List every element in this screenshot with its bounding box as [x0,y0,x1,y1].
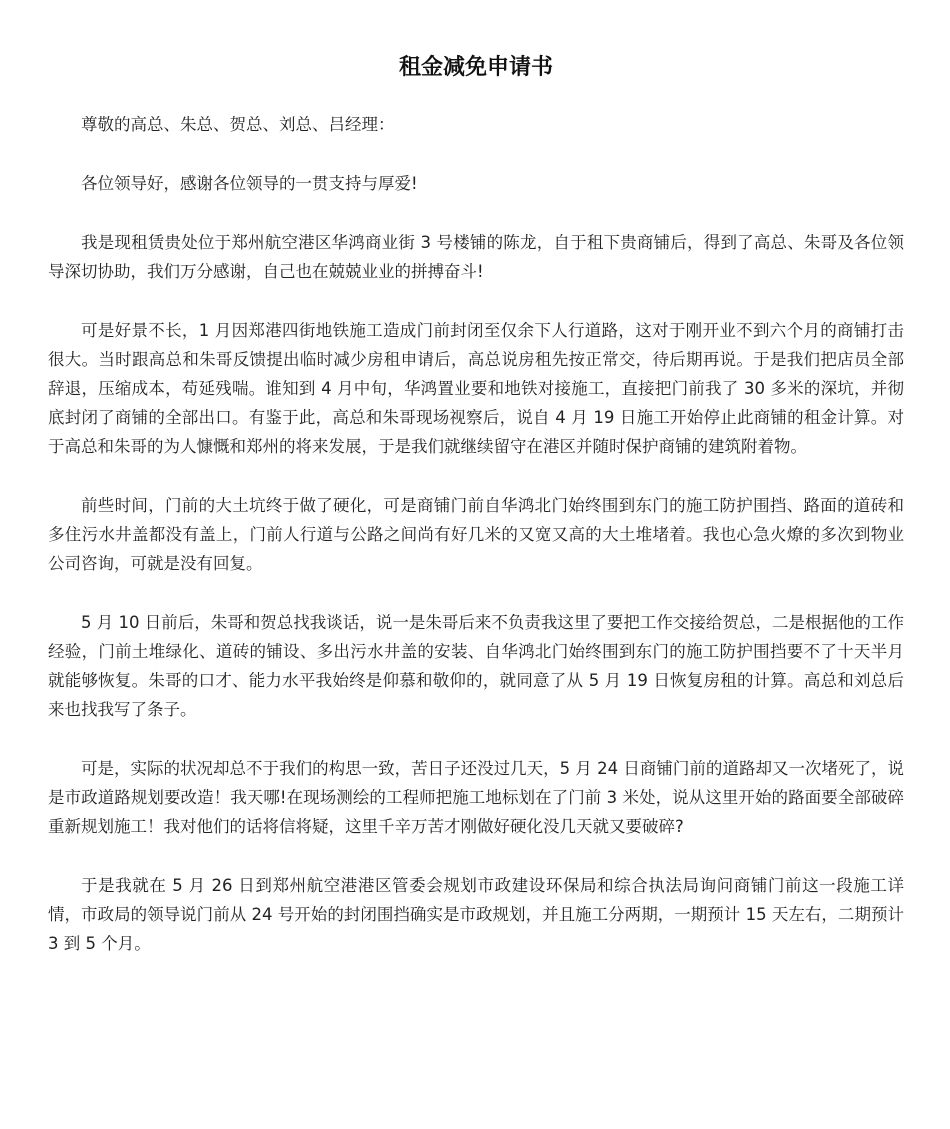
paragraph-introduction: 我是现租赁贵处位于郑州航空港区华鸿商业街 3 号楼铺的陈龙，自于租下贵商铺后，得到了高总、朱哥及各位领导深切协助，我们万分感谢，自己也在兢兢业业的拼搏奋斗! [48,233,904,281]
paragraph-greeting: 各位领导好，感谢各位领导的一贯支持与厚爱! [81,174,418,193]
paragraph-january-closure: 可是好景不长，1 月因郑港四街地铁施工造成门前封闭至仅余下人行道路，这对于刚开业不到六个月的商铺打击很大。当时跟高总和朱哥反馈提出临时减少房租申请后，高总说房租先按正常交，待后期再说。于是我们把店员全部辞退，压缩成本，苟延残喘。谁知到 4 月中旬，华鸿置业要和地铁对接施工，直接把门前我了 30 多米的深坑，并彻底封闭了商铺的全部出口。有鉴于此，高总和朱哥现场视察后，说自 4 月 19 日施工开始停止此商铺的租金计算。对于高总和朱哥的为人慷慨和郑州的将来发展，于是我们就继续留守在港区并随时保护商铺的建筑附着物。 [48,321,904,456]
paragraph-site-condition: 前些时间，门前的大土坑终于做了硬化，可是商铺门前自华鸿北门始终围到东门的施工防护围挡、路面的道砖和多住污水井盖都没有盖上，门前人行道与公路之间尚有好几米的又宽又高的大土堆堵着。我也心急火燎的多次到物业公司咨询，可就是没有回复。 [48,496,904,573]
document-title: 租金减免申请书 [398,55,553,80]
paragraph-inquiry-result: 于是我就在 5 月 26 日到郑州航空港港区管委会规划市政建设环保局和综合执法局询问商铺门前这一段施工详情，市政局的领导说门前从 24 号开始的封闭围挡确实是市政规划，并且施工分两期，一期预计 15 天左右，二期预计 3 到 5 个月。 [48,876,904,953]
paragraph-road-reconstruction: 可是，实际的状况却总不于我们的构思一致，苦日子还没过几天，5 月 24 日商铺门前的道路却又一次堵死了，说是市政道路规划要改造！我天哪!在现场测绘的工程师把施工地标划在了门前 3 米处，说从这里开始的路面要全部破碎重新规划施工！我对他们的话将信将疑，这里千辛万苦才刚做好硬化没几天就又要破碎? [48,759,904,836]
paragraph-may-agreement: 5 月 10 日前后，朱哥和贺总找我谈话，说一是朱哥后来不负责我这里了要把工作交接给贺总，二是根据他的工作经验，门前土堆绿化、道砖的铺设、多出污水井盖的安装、自华鸿北门始终围到东门的施工防护围挡要不了十天半月就能够恢复。朱哥的口才、能力水平我始终是仰慕和敬仰的，就同意了从 5 月 19 日恢复房租的计算。高总和刘总后来也找我写了条子。 [48,613,904,719]
salutation: 尊敬的高总、朱总、贺总、刘总、吕经理： [81,115,395,134]
